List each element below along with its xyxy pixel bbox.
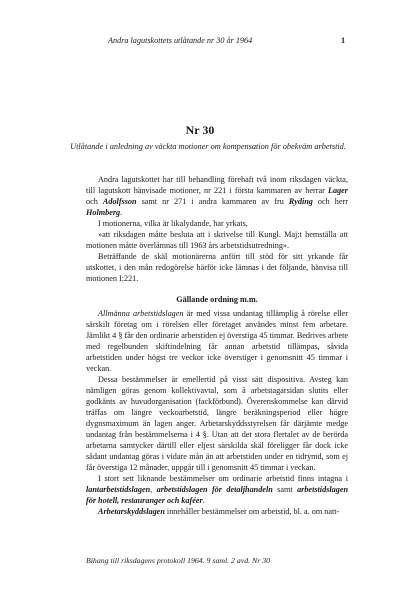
law-name-emphasis: lantarbetstidslagen xyxy=(86,485,151,494)
law-name-emphasis: Arbetarskyddslagen xyxy=(98,507,165,516)
paragraph-7 xyxy=(86,473,348,506)
paragraph-5 xyxy=(86,308,348,374)
name-emphasis: Ryding xyxy=(288,197,313,206)
paragraph-2: I motionerna, vilka är likalydande, har yrkats, xyxy=(98,219,248,228)
paragraph-4: Beträffande de skäl motionärerna anfört till stöd för sitt yrkande får utskottet, i den mån redogörelse härför icke lämnas i det följande, hänvisa till motionen I:221. xyxy=(86,252,348,283)
text: . xyxy=(202,496,205,505)
text: innehåller bestämmelser om arbetstid, bl. a. om natt- xyxy=(164,507,340,516)
paragraph-8 xyxy=(86,506,348,517)
text: är med vissa undantag tillämplig å rörelse eller särskilt företag om i rörelsen eller företaget användes minst fem arbetare. Jämlikt 4 § får den ordinarie arbetstiden ej överstiga 45 timmar. Bedrives arbete med regelbunden skiftindelning får annan arbetstid tillämpas, såvida arbetstiden under högst tre veckor icke överstiger i genomsnitt 45 timmar i veckan. xyxy=(86,309,348,373)
text: samt nr 271 i andra kammaren av fru xyxy=(136,197,289,206)
law-name-emphasis: arbetstidslagen för detaljhandeln xyxy=(156,485,273,494)
paragraph-6: Dessa bestämmelser är emellertid på visst sätt dispositiva. Avsteg kan nämligen göras genom kollektivavtal, som å arbetstagarsidan slutits eller godkänts av huvudorganisation (fackförbund). Överenskommelse kan därvid träffas om längre veckoarbetstid, längre beräkningsperiod eller högre dygnsmaximum än lagen anger. Arbetarskyddsstyrelsen får därjämte medge undantag från bestämmelserna i 4 §. Utan att det stora flertalet av de berörda arbetarna samtycker därtill eller eljest särskilda skäl föreligger får dock icke sådant undantag göras i vidare mån än att arbetstiden under en tidrymd, som ej får överstiga 12 månader, uppgår till i genomsnitt 45 timmar i veckan. xyxy=(86,375,348,472)
text: och xyxy=(86,197,103,206)
name-emphasis: Holmberg xyxy=(86,208,121,217)
name-emphasis: Adolfsson xyxy=(102,197,137,206)
paragraph-3: »att riksdagen måtte besluta att i skrivelse till Kungl. Maj:t hemställa att motionen måtte överlämnas till 1963 års arbetstidsutredning». xyxy=(86,230,348,250)
document-body xyxy=(86,174,348,517)
page-number: 1 xyxy=(341,36,346,45)
running-title: Andra lagutskottets utlåtande nr 30 år 1964 xyxy=(108,36,253,45)
law-name-emphasis: arbetstidslagen för hotell, restauranger och kaféer xyxy=(86,485,349,505)
text: . xyxy=(120,208,123,217)
law-name-emphasis: Allmänna arbetstidslagen xyxy=(98,309,184,318)
document-title: Nr 30 xyxy=(185,123,215,137)
name-emphasis: Lager xyxy=(327,186,348,195)
document-subtitle: Utlåtande i anledning av väckta motioner om kompensation för obekväm arbetstid. xyxy=(70,142,346,151)
text: och herr xyxy=(312,197,348,206)
section-heading: Gällande ordning m.m. xyxy=(176,295,258,304)
text: samt xyxy=(272,485,298,494)
page-footer: Bihang till riksdagens protokoll 1964. 9 saml. 2 avd. Nr 30 xyxy=(86,556,271,565)
text: I stort sett liknande bestämmelser om ordinarie arbetstid finns intagna i xyxy=(98,474,348,483)
text: , xyxy=(150,485,157,494)
paragraph-1 xyxy=(86,174,348,218)
text: Andra lagutskottet har till behandling förehaft två inom riksdagen väckta, till lagutskott hänvisade motioner, nr 221 i första kammaren av herrar xyxy=(86,175,348,195)
